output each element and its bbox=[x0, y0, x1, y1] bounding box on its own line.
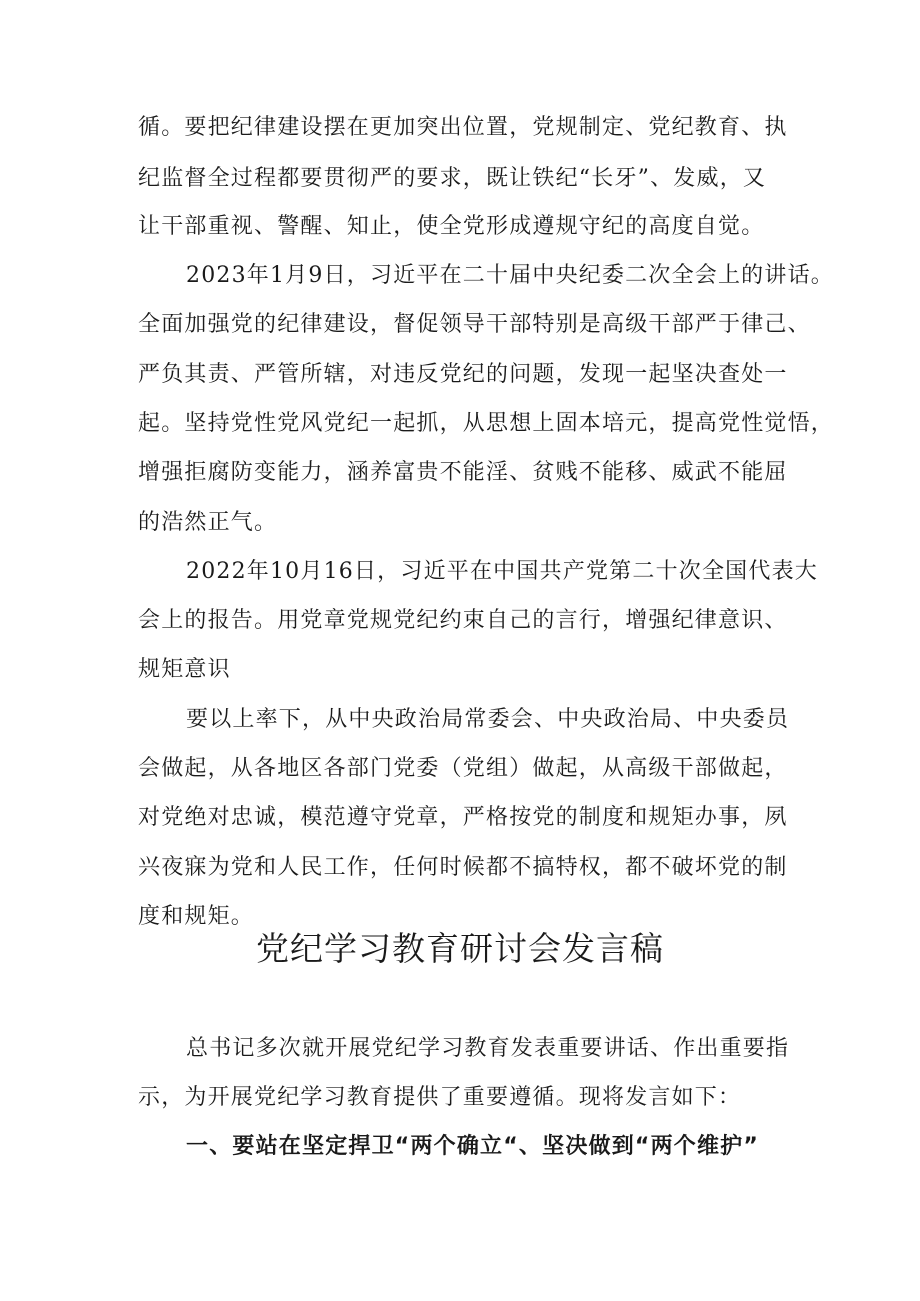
document-title: 党纪学习教育研讨会发言稿 bbox=[256, 929, 664, 968]
paragraph-line: 度和规矩。 bbox=[138, 904, 255, 929]
paragraph-line: 让干部重视、警醒、知止，使全党形成遵规守纪的高度自觉。 bbox=[138, 214, 765, 239]
paragraph-line: 对党绝对忠诚，模范遵守党章，严格按党的制度和规矩办事，夙 bbox=[138, 805, 788, 830]
paragraph-line: 规矩意识 bbox=[138, 657, 231, 682]
paragraph-line: 示，为开展党纪学习教育提供了重要遵循。现将发言如下： bbox=[138, 1085, 742, 1110]
paragraph-line: 起。坚持党性党风党纪一起抓，从思想上固本培元，提高党性觉悟， bbox=[138, 411, 835, 436]
paragraph-line: 总书记多次就开展党纪学习教育发表重要讲话、作出重要指 bbox=[186, 1036, 790, 1061]
paragraph-line: 全面加强党的纪律建设，督促领导干部特别是高级干部严于律己、 bbox=[138, 312, 811, 337]
paragraph-line: 的浩然正气。 bbox=[138, 510, 278, 535]
paragraph-line: 要以上率下，从中央政治局常委会、中央政治局、中央委员 bbox=[186, 707, 790, 732]
paragraph-line: 纪监督全过程都要贯彻严的要求，既让铁纪“长牙”、发威，又 bbox=[138, 166, 767, 191]
paragraph-line: 循。要把纪律建设摆在更加突出位置，党规制定、党纪教育、执 bbox=[138, 115, 788, 140]
paragraph-line: 兴夜寐为党和人民工作，任何时候都不搞特权，都不破坏党的制 bbox=[138, 855, 788, 880]
paragraph-line: 严负其责、严管所辖，对违反党纪的问题，发现一起坚决查处一 bbox=[138, 362, 788, 387]
paragraph-line: 会上的报告。用党章党规党纪约束自己的言行，增强纪律意识、 bbox=[138, 608, 788, 633]
paragraph-line: 增强拒腐防变能力，涵养富贵不能淫、贫贱不能移、威武不能屈 bbox=[138, 460, 788, 485]
paragraph-line: 会做起，从各地区各部门党委（党组）做起，从高级干部做起， bbox=[138, 756, 788, 781]
paragraph-line: 2022年10月16日，习近平在中国共产党第二十次全国代表大 bbox=[186, 559, 818, 584]
section-heading: 一、要站在坚定捍卫“两个确立“、坚决做到“两个维护” bbox=[186, 1134, 760, 1159]
paragraph-line: 2023年1月9日，习近平在二十届中央纪委二次全会上的讲话。 bbox=[186, 263, 834, 288]
